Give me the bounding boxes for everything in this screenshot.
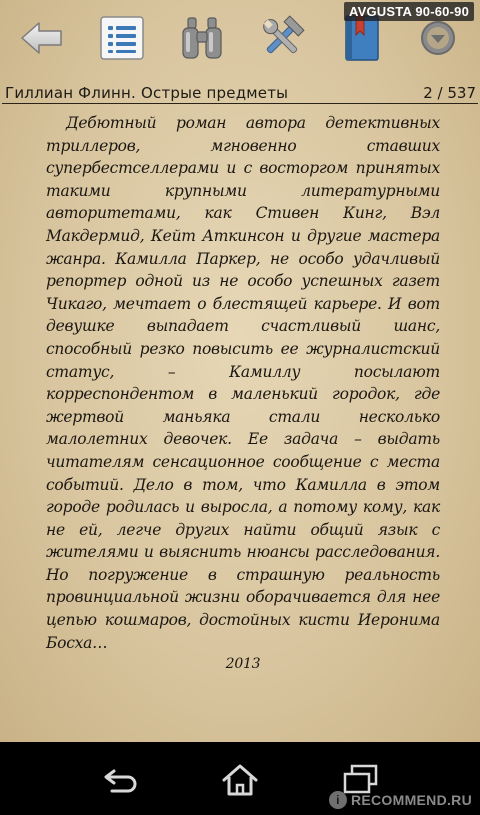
annotation-paragraph: Дебютный роман автора детективных триллеров, мгновенно ставших супербестселлерами и с восторгом принятых такими крупными литературными авторитетами, как Стивен Кинг, Вэл Макдермид, Кейт Аткинсон и другие мастера жанра. Камилла Паркер, не особо удачливый репортер одной из не особо успешных газет Чикаго, мечтает о блестящей карьере. И вот девушке выпадает счастливый шанс, способный резко повысить ее журналистский статус, – Камиллу посылают корреспондентом в маленький городок, где жертвой маньяка стали несколько малолетних девочек. Ее задача – выдать читателям сенсационное сообщение с места событий. Дело в том, что Камилла в этом городе родилась и выросла, а потому кому, как не ей, легче других найти общий язык с жителями и выяснить нюансы расследования. Но погружение в страшную реальность провинциальной жизни оборачивается для нее цепью кошмаров, достойных кисти Иеронима Босха… (46, 114, 440, 652)
watermark-logo-icon: i (329, 791, 347, 809)
header-divider (2, 103, 478, 104)
page-counter: 2 / 537 (423, 84, 476, 102)
back-button[interactable] (14, 10, 70, 66)
contents-list-icon (98, 14, 146, 62)
watermark-top: AVGUSTA 90-60-90 (344, 2, 474, 21)
watermark-bottom-text: RECOMMEND.RU (350, 792, 472, 808)
search-button[interactable] (174, 10, 230, 66)
tools-icon (257, 13, 307, 63)
contents-button[interactable] (94, 10, 150, 66)
home-icon (220, 763, 260, 797)
binoculars-icon (180, 14, 224, 62)
watermark-bottom (329, 791, 472, 809)
book-title: Гиллиан Флинн. Острые предметы (5, 84, 289, 102)
back-icon (100, 765, 140, 795)
nav-home-button[interactable] (210, 760, 270, 800)
menu-down-icon (418, 18, 458, 58)
publication-year: 2013 (225, 656, 261, 673)
back-arrow-icon (19, 18, 65, 58)
settings-button[interactable] (254, 10, 310, 66)
nav-back-button[interactable] (90, 760, 150, 800)
book-header (0, 80, 480, 106)
system-navbar (0, 742, 480, 815)
page-text[interactable] (46, 112, 440, 674)
